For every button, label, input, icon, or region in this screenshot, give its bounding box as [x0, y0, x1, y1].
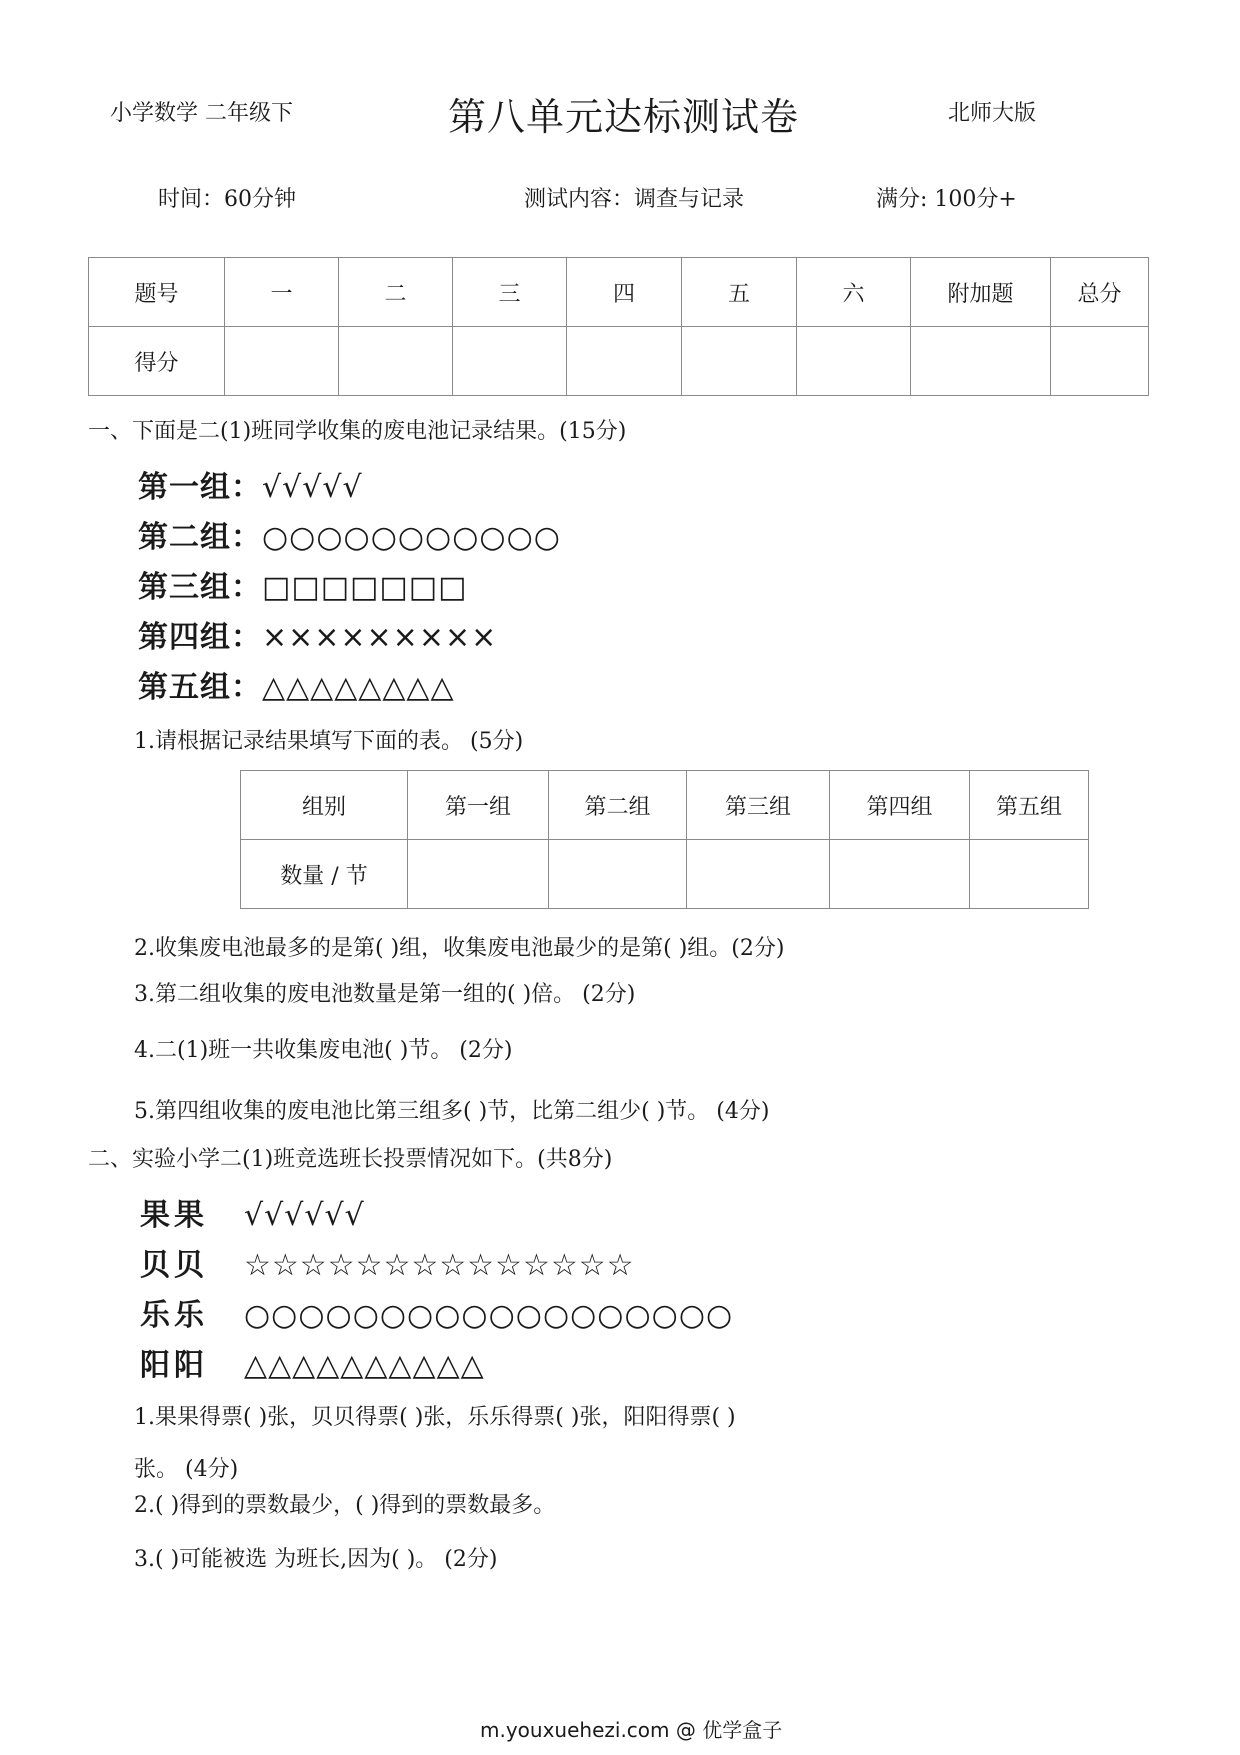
- score-header-cell: 五: [682, 258, 797, 327]
- group-label: 第四组：: [138, 620, 262, 655]
- vote-marks: √√√√√√: [244, 1198, 365, 1233]
- record-header-cell: 第四组: [830, 771, 970, 840]
- score-cell: [339, 327, 453, 396]
- question-1-5: 5.第四组收集的废电池比第三组多( )节，比第二组少( )节。 (4分): [134, 1099, 770, 1124]
- page-title: 第八单元达标测试卷: [448, 95, 800, 139]
- record-table: [240, 770, 1089, 909]
- candidate-name: 贝贝: [140, 1248, 208, 1283]
- tally-marks: □□□□□□□: [262, 570, 468, 605]
- edition: 北师大版: [948, 101, 1037, 126]
- score-row-label: 得分: [89, 327, 225, 396]
- score-header-cell: 四: [567, 258, 682, 327]
- candidate-name: 乐乐: [140, 1298, 208, 1333]
- score-header-cell: 二: [339, 258, 453, 327]
- tally-marks: △△△△△△△△: [262, 670, 455, 705]
- vote-row: [140, 1190, 365, 1234]
- score-cell: [911, 327, 1051, 396]
- answer-cell[interactable]: [830, 840, 970, 909]
- question-1-1: 1.请根据记录结果填写下面的表。 (5分): [134, 729, 524, 754]
- vote-marks: ☆☆☆☆☆☆☆☆☆☆☆☆☆☆: [244, 1248, 635, 1283]
- full-score: 满分: 100分+: [876, 187, 1017, 212]
- score-header-cell: 题号: [89, 258, 225, 327]
- score-table-header-row: [89, 258, 1149, 327]
- record-header-cell: 第一组: [408, 771, 549, 840]
- tally-row: [138, 562, 467, 606]
- tally-row: [138, 662, 455, 706]
- score-header-cell: 附加题: [911, 258, 1051, 327]
- score-table: [88, 257, 1149, 396]
- record-header-cell: 组别: [241, 771, 408, 840]
- score-cell: [682, 327, 797, 396]
- record-table-header-row: [241, 771, 1089, 840]
- candidate-name: 阳阳: [140, 1348, 208, 1383]
- tally-row: [138, 462, 363, 506]
- subject-grade: 小学数学 二年级下: [110, 101, 293, 126]
- score-header-cell: 三: [453, 258, 567, 327]
- group-label: 第五组：: [138, 670, 262, 705]
- score-cell: [453, 327, 567, 396]
- score-cell: [1051, 327, 1149, 396]
- question-1-2: 2.收集废电池最多的是第( )组，收集废电池最少的是第( )组。(2分): [134, 936, 785, 961]
- question-2-1-cont: 张。 (4分): [134, 1457, 239, 1482]
- question-2-3: 3.( )可能被选 为班长,因为( )。 (2分): [134, 1547, 498, 1572]
- score-header-cell: 一: [225, 258, 339, 327]
- vote-marks: ○○○○○○○○○○○○○○○○○○: [244, 1298, 734, 1333]
- score-cell: [225, 327, 339, 396]
- answer-cell[interactable]: [549, 840, 687, 909]
- group-label: 第三组：: [138, 570, 262, 605]
- tally-row: [138, 612, 497, 656]
- answer-cell[interactable]: [408, 840, 549, 909]
- record-header-cell: 第五组: [970, 771, 1089, 840]
- record-row-label: 数量 / 节: [241, 840, 408, 909]
- record-header-cell: 第三组: [687, 771, 830, 840]
- tally-marks: ○○○○○○○○○○○: [262, 520, 561, 555]
- score-table-score-row: [89, 327, 1149, 396]
- score-cell: [797, 327, 911, 396]
- footer-watermark: m.youxuehezi.com @ 优学盒子: [480, 1718, 783, 1742]
- question-1-4: 4.二(1)班一共收集废电池( )节。 (2分): [134, 1038, 513, 1063]
- vote-marks: △△△△△△△△△△: [244, 1348, 485, 1383]
- vote-row: [140, 1340, 485, 1384]
- tally-marks: √√√√√: [262, 470, 363, 505]
- vote-row: [140, 1240, 635, 1284]
- record-table-value-row: [241, 840, 1089, 909]
- section-2-heading: 二、实验小学二(1)班竞选班长投票情况如下。(共8分): [88, 1147, 613, 1172]
- tally-marks: ×××××××××: [262, 620, 498, 655]
- group-label: 第一组：: [138, 470, 262, 505]
- tally-row: [138, 512, 561, 556]
- question-2-1: 1.果果得票( )张，贝贝得票( )张，乐乐得票( )张，阳阳得票( ): [134, 1405, 736, 1430]
- candidate-name: 果果: [140, 1198, 208, 1233]
- record-header-cell: 第二组: [549, 771, 687, 840]
- answer-cell[interactable]: [687, 840, 830, 909]
- answer-cell[interactable]: [970, 840, 1089, 909]
- time-limit: 时间：60分钟: [158, 187, 296, 212]
- test-content: 测试内容：调查与记录: [524, 187, 745, 212]
- score-header-cell: 总分: [1051, 258, 1149, 327]
- section-1-heading: 一、下面是二(1)班同学收集的废电池记录结果。(15分): [88, 419, 627, 444]
- score-cell: [567, 327, 682, 396]
- vote-row: [140, 1290, 733, 1334]
- question-1-3: 3.第二组收集的废电池数量是第一组的( )倍。 (2分): [134, 982, 636, 1007]
- group-label: 第二组：: [138, 520, 262, 555]
- question-2-2: 2.( )得到的票数最少，( )得到的票数最多。: [134, 1493, 556, 1518]
- score-header-cell: 六: [797, 258, 911, 327]
